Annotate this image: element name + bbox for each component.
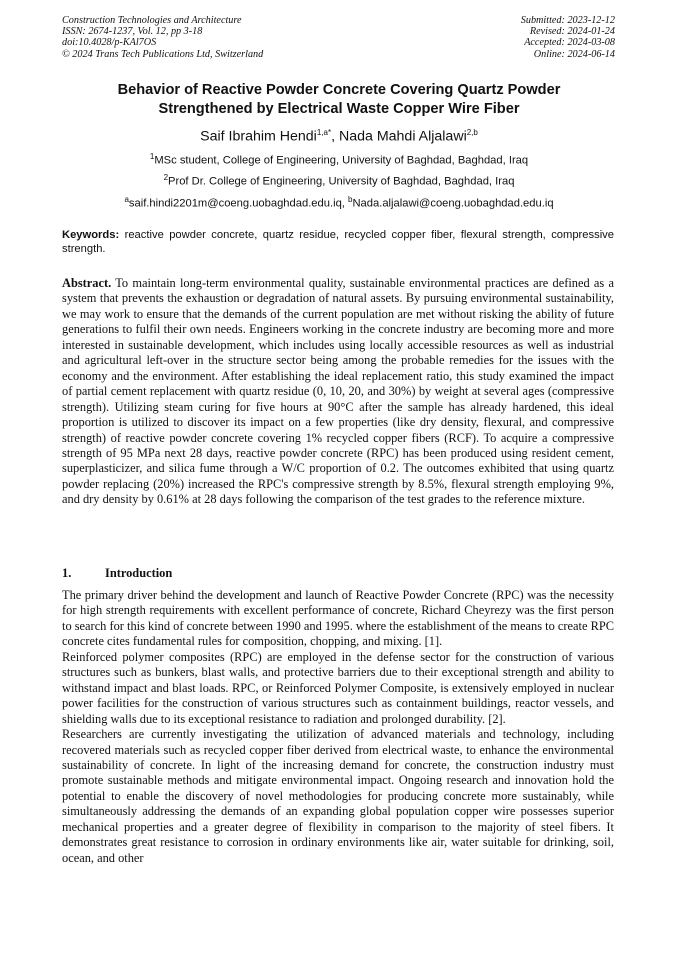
intro-paragraph-2: Reinforced polymer composites (RPC) are employed in the defense sector for the construction of various structures such as bunkers, blast walls, and protective barriers due to their exceptional strength and ability to withstand impact and blast loads. RPC, or Reinforced Polymer Composite, is extensively employed in nuclear power facilities for the construction of various structures such as containment buildings, reactor vessels, and shielding walls due to its exceptional resistance to radiation and prolonged durability. [2]. — [62, 649, 614, 726]
section-heading-introduction — [62, 566, 614, 581]
intro-paragraph-3: Researchers are currently investigating the utilization of advanced materials and technology, including recovered materials such as recycled copper fiber derived from electrical waste, to enhance the environmental sustainability of concrete. In light of the increasing demand for concrete, the construction industry must promote sustainable methods and mitigate environmental impact. Ongoing research and innovation hold the potential to enable the discovery of novel methodologies for producing concrete more sustainably, while simultaneously addressing the demands of an expanding global population copper wire possesses superior mechanical properties and a greater degree of flexibility in comparison to the majority of steel fibers. It demonstrates great resistance to corrosion in ordinary environments like air, water suitable for drinking, soil, ocean, and other — [62, 727, 614, 865]
email-a[interactable]: saif.hindi2201m@coeng.uobaghdad.edu.iq, — [128, 197, 349, 210]
copyright: © 2024 Trans Tech Publications Ltd, Switzerland — [62, 48, 264, 60]
author-emails — [40, 193, 638, 211]
affiliation-1 — [40, 150, 638, 168]
affiliation-1-sup: 1 — [149, 152, 155, 161]
author-1: Saif Ibrahim Hendi — [200, 128, 317, 145]
accepted-date: Accepted: 2024-03-08 — [524, 37, 615, 49]
abstract-text: To maintain long-term environmental quality, sustainable environmental practices are defined as a system that prevents the exhaustion or degradation of natural assets. By pursuing environmental sustainability, we may work to ensure that the demands of the current population are met without risking the ability of future generations to fulfil their own needs. Engineers working in the concrete industry are becoming more and more interested in sustainable development, which includes using locally accessible resources as well as industrial and agricultural left-over in the structure sector being among the probable remedies for the issues with the economy and the environment. After establishing the ideal replacement ratio, this study examined the impact of partial cement replacement with quartz residue (0, 10, 20, and 30%) by weight at several ages (compressive strength). Utilizing steam curing for five hours at 90°C after the sample has already hardened, this ideal proportion is utilized to discover its impact on a few properties (like dry density, flexural, and compressive strength) of reactive powder concrete covering 1% recycled copper fibers (RCF). To acquire a compressive strength of 95 MPa next 28 days, reactive powder concrete (RPC) has been produced using resident cement, superplasticizer, and silica fume through a W/C proportion of 0.2. The outcomes exhibited that using quartz powder replacing (20%) increased the RPC's compressive strength by 8.5%, flexural strength employing 9%, and dry density by 0.61% at 28 days following the comparison of the test grades to the reference mixture. — [62, 276, 614, 507]
paper-title — [40, 81, 638, 119]
affiliation-1-text: MSc student, College of Engineering, University of Baghdad, Baghdad, Iraq — [154, 154, 529, 167]
intro-paragraph-1: The primary driver behind the development and launch of Reactive Powder Concrete (RPC) was the necessity for high strength requirements with excellent performance of concrete, Richard Cheyrezy was the first person to search for this kind of concrete between 1990 and 1995. where the establishment of the means to create RPC concrete cites fundamental rules for composition, chopping, and mixing. [1]. — [62, 588, 614, 649]
author-2-sup: 2,b — [466, 128, 478, 137]
affiliation-2-sup: 2 — [163, 173, 169, 182]
affiliation-2-text: Prof Dr. College of Engineering, University of Baghdad, Baghdad, Iraq — [168, 175, 515, 188]
section-number: 1. — [62, 566, 72, 580]
email-a-sup: a — [124, 195, 129, 204]
abstract-block — [62, 276, 614, 508]
keywords-label: Keywords: — [62, 229, 120, 241]
title-line-1: Behavior of Reactive Powder Concrete Covering Quartz Powder — [117, 82, 561, 98]
header-right — [521, 15, 615, 60]
header-left — [62, 15, 263, 60]
email-b-sup: b — [348, 195, 353, 204]
affiliation-2 — [40, 171, 638, 189]
title-line-2: Strengthened by Electrical Waste Copper Wire Fiber — [158, 101, 520, 117]
section-title: Introduction — [105, 566, 173, 580]
online-date: Online: 2024-06-14 — [533, 48, 615, 60]
journal-header — [62, 15, 615, 65]
author-separator: , — [331, 128, 339, 145]
email-b[interactable]: Nada.aljalawi@coeng.uobaghdad.edu.iq — [352, 197, 554, 210]
abstract-label: Abstract. — [62, 276, 112, 290]
keywords-block — [62, 228, 614, 256]
issn: ISSN: 2674-1237, Vol. 12, pp 3-18 — [62, 26, 203, 38]
author-1-sup: 1,a* — [316, 128, 332, 137]
author-2: Nada Mahdi Aljalawi — [338, 128, 467, 145]
journal-name: Construction Technologies and Architecture — [62, 15, 242, 26]
introduction-body — [62, 588, 614, 866]
doi: doi:10.4028/p-KAl7OS — [62, 37, 157, 49]
submitted-date: Submitted: 2023-12-12 — [520, 15, 615, 26]
keywords-text: reactive powder concrete, quartz residue, recycled copper fiber, flexural strength, compressive strength. — [62, 229, 614, 256]
author-list — [40, 124, 638, 146]
revised-date: Revised: 2024-01-24 — [529, 26, 615, 38]
